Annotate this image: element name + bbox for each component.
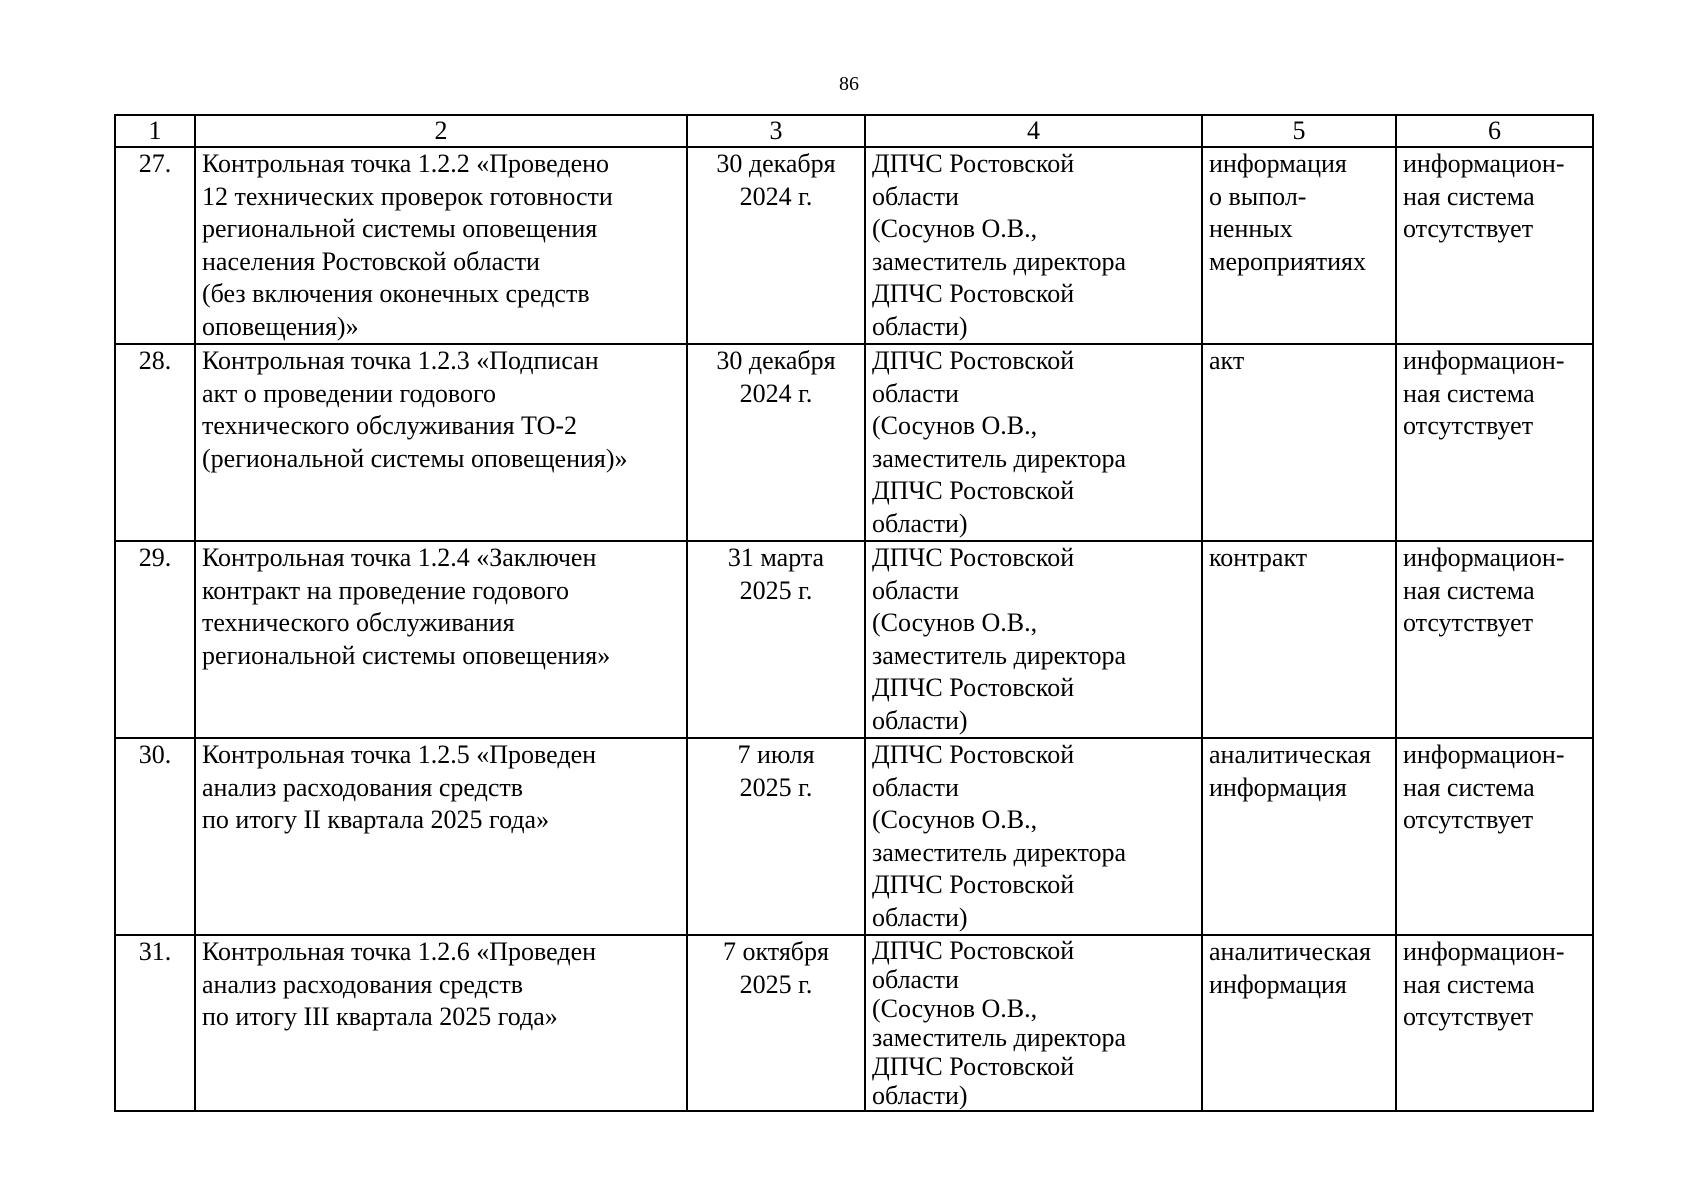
cell-text-line: отсутствует <box>1403 608 1534 637</box>
cell-text-line: по итогу II квартала 2025 года» <box>202 805 550 834</box>
table-row <box>115 344 1593 541</box>
cell-text-line: информацион- <box>1403 740 1565 769</box>
document-type-cell <box>1202 738 1396 935</box>
responsible-cell <box>865 541 1202 738</box>
cell-text-line: (Сосунов О.В., <box>872 411 1038 440</box>
cell-text-line: ная система <box>1403 378 1535 408</box>
cell-text-line: 2025 г. <box>739 575 813 605</box>
cell-text-line: области <box>872 378 959 408</box>
cell-text-line: (Сосунов О.В., <box>872 994 1038 1023</box>
cell-text-line: области <box>872 181 959 211</box>
responsible-cell <box>865 147 1202 344</box>
header-cell: 5 <box>1202 115 1396 147</box>
cell-text-line: ная система <box>1403 969 1535 999</box>
cell-text-line: области <box>872 965 959 994</box>
cell-text-line: (Сосунов О.В., <box>872 805 1038 834</box>
cell-text-line: отсутствует <box>1403 1002 1534 1031</box>
cell-text-line: 2024 г. <box>739 378 813 408</box>
cell-text-line: аналитическая <box>1209 937 1371 966</box>
header-cell: 4 <box>865 115 1202 147</box>
row-number-cell: 31. <box>115 935 195 1111</box>
table-header-row <box>115 115 1593 147</box>
date-cell <box>687 738 865 935</box>
cell-text-line: ная система <box>1403 575 1535 605</box>
responsible-cell <box>865 935 1202 1111</box>
cell-text-line: отсутствует <box>1403 805 1534 834</box>
cell-text-line: 12 технических проверок готовности <box>202 181 613 211</box>
cell-text-line: населения Ростовской области <box>202 246 540 276</box>
description-cell <box>195 738 687 935</box>
cell-text-line: ненных <box>1209 214 1293 243</box>
description-cell <box>195 541 687 738</box>
header-cell: 6 <box>1396 115 1593 147</box>
information-system-cell <box>1396 541 1593 738</box>
header-cell: 3 <box>687 115 865 147</box>
cell-text-line: отсутствует <box>1403 411 1534 440</box>
cell-text-line: информацион- <box>1403 149 1565 178</box>
cell-text-line: информацион- <box>1403 937 1565 966</box>
cell-text-line: ДПЧС Ростовской <box>872 346 1075 375</box>
cell-text-line: ная система <box>1403 772 1535 802</box>
cell-text-line: области) <box>872 508 968 538</box>
cell-text-line: информация <box>1209 772 1347 802</box>
cell-text-line: 7 октября <box>723 937 829 966</box>
cell-text-line: ДПЧС Ростовской <box>872 870 1075 899</box>
table-row <box>115 738 1593 935</box>
page-number: 86 <box>839 73 859 95</box>
responsible-cell <box>865 344 1202 541</box>
header-cell: 2 <box>195 115 687 147</box>
cell-text-line: акт <box>1209 346 1245 375</box>
cell-text-line: 30 декабря <box>716 149 836 178</box>
cell-text-line: области <box>872 772 959 802</box>
cell-text-line: ДПЧС Ростовской <box>872 149 1075 178</box>
description-cell <box>195 147 687 344</box>
cell-text-line: 30 декабря <box>716 346 836 375</box>
cell-text-line: 2025 г. <box>739 969 813 999</box>
document-type-cell <box>1202 541 1396 738</box>
document-type-cell <box>1202 344 1396 541</box>
row-number-cell: 28. <box>115 344 195 541</box>
cell-text-line: контракт на проведение годового <box>202 575 570 605</box>
information-system-cell <box>1396 738 1593 935</box>
cell-text-line: анализ расходования средств <box>202 969 524 999</box>
cell-text-line: 31 марта <box>727 543 825 572</box>
cell-text-line: анализ расходования средств <box>202 772 524 802</box>
date-cell <box>687 541 865 738</box>
cell-text-line: информация <box>1209 969 1347 999</box>
cell-text-line: заместитель директора <box>872 837 1127 867</box>
cell-text-line: информацион- <box>1403 543 1565 572</box>
cell-text-line: заместитель директора <box>872 246 1127 276</box>
cell-text-line: ДПЧС Ростовской <box>872 279 1075 308</box>
cell-text-line: заместитель директора <box>872 640 1127 670</box>
cell-text-line: акт о проведении годового <box>202 378 497 408</box>
cell-text-line: области <box>872 575 959 605</box>
information-system-cell <box>1396 147 1593 344</box>
cell-text-line: региональной системы оповещения» <box>202 640 611 670</box>
cell-text-line: (Сосунов О.В., <box>872 214 1038 243</box>
table-row <box>115 541 1593 738</box>
table-row <box>115 935 1593 1111</box>
cell-text-line: ная система <box>1403 181 1535 211</box>
date-cell <box>687 344 865 541</box>
date-cell <box>687 935 865 1111</box>
cell-text-line: области) <box>872 902 968 932</box>
date-cell <box>687 147 865 344</box>
cell-text-line: ДПЧС Ростовской <box>872 543 1075 572</box>
information-system-cell <box>1396 935 1593 1111</box>
cell-text-line: мероприятиях <box>1209 246 1367 276</box>
row-number-cell: 30. <box>115 738 195 935</box>
cell-text-line: ДПЧС Ростовской <box>872 673 1075 702</box>
cell-text-line: Контрольная точка 1.2.4 «Заключен <box>202 543 597 572</box>
cell-text-line: 7 июля <box>737 740 815 769</box>
cell-text-line: Контрольная точка 1.2.2 «Проведено <box>202 149 610 178</box>
cell-text-line: оповещения)» <box>202 311 359 341</box>
responsible-cell <box>865 738 1202 935</box>
cell-text-line: ДПЧС Ростовской <box>872 476 1075 505</box>
cell-text-line: технического обслуживания <box>202 608 515 637</box>
cell-text-line: 2024 г. <box>739 181 813 211</box>
cell-text-line: области) <box>872 311 968 341</box>
cell-text-line: аналитическая <box>1209 740 1371 769</box>
cell-text-line: региональной системы оповещения <box>202 214 598 243</box>
document-type-cell <box>1202 935 1396 1111</box>
cell-text-line: 2025 г. <box>739 772 813 802</box>
description-cell <box>195 935 687 1111</box>
cell-text-line: (региональной системы оповещения)» <box>202 443 628 473</box>
cell-text-line: Контрольная точка 1.2.5 «Проведен <box>202 740 597 769</box>
cell-text-line: (Сосунов О.В., <box>872 608 1038 637</box>
table-row <box>115 147 1593 344</box>
cell-text-line: информация <box>1209 149 1347 178</box>
cell-text-line: области) <box>872 705 968 735</box>
cell-text-line: заместитель директора <box>872 443 1127 473</box>
row-number-cell: 29. <box>115 541 195 738</box>
cell-text-line: информацион- <box>1403 346 1565 375</box>
cell-text-line: Контрольная точка 1.2.6 «Проведен <box>202 937 597 966</box>
control-points-table <box>114 114 1594 1112</box>
cell-text-line: ДПЧС Ростовской <box>872 936 1075 965</box>
cell-text-line: области) <box>872 1081 968 1110</box>
cell-text-line: ДПЧС Ростовской <box>872 740 1075 769</box>
cell-text-line: о выпол- <box>1209 181 1307 211</box>
cell-text-line: (без включения оконечных средств <box>202 279 590 308</box>
row-number-cell: 27. <box>115 147 195 344</box>
information-system-cell <box>1396 344 1593 541</box>
cell-text-line: технического обслуживания ТО-2 <box>202 411 578 440</box>
cell-text-line: по итогу III квартала 2025 года» <box>202 1002 558 1031</box>
description-cell <box>195 344 687 541</box>
cell-text-line: Контрольная точка 1.2.3 «Подписан <box>202 346 599 375</box>
cell-text-line: контракт <box>1209 543 1308 572</box>
cell-text-line: отсутствует <box>1403 214 1534 243</box>
document-type-cell <box>1202 147 1396 344</box>
cell-text-line: заместитель директора <box>872 1023 1127 1052</box>
header-cell: 1 <box>115 115 195 147</box>
cell-text-line: ДПЧС Ростовской <box>872 1052 1075 1081</box>
